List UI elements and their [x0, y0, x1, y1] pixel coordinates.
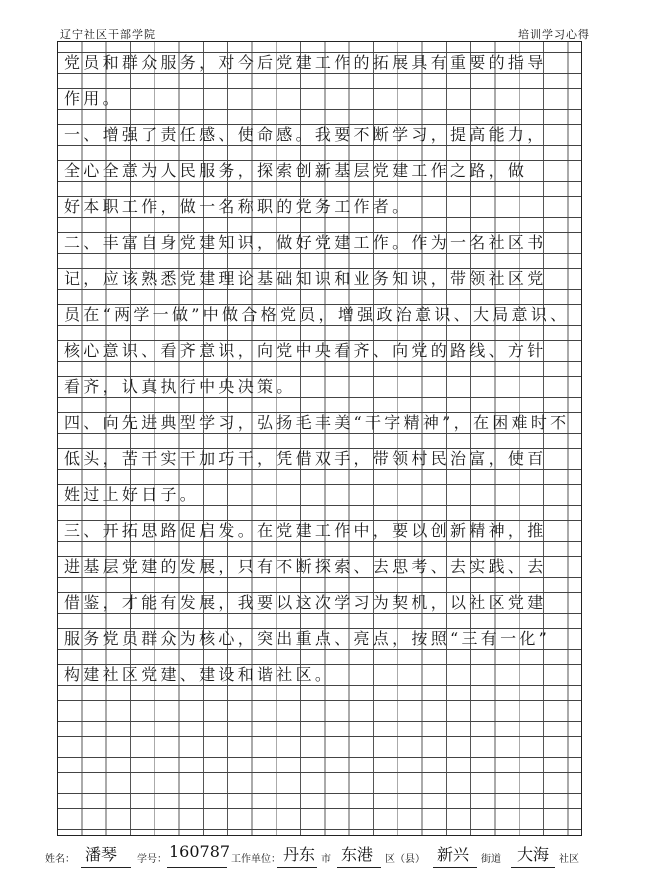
text-line: 全心全意为人民服务，探索创新基层党建工作之路，做 — [64, 161, 528, 180]
name-underline — [81, 867, 131, 868]
text-line: 一、增强了责任感、使命感。我要不断学习，提高能力， — [64, 125, 547, 144]
student-id-underline — [167, 867, 227, 868]
manuscript-grid — [57, 41, 582, 836]
text-line: 党员和群众服务，对今后党建工作的拓展具有重要的指导 — [64, 53, 547, 72]
street-label: 街道 — [481, 854, 501, 865]
community-label: 社区 — [559, 854, 579, 865]
text-line: 构建社区党建、建设和谐社区。 — [64, 665, 335, 684]
student-id-value: 160787 — [169, 842, 231, 861]
grid-row — [58, 700, 581, 722]
city-value: 丹东 — [283, 845, 316, 864]
grid-row — [58, 772, 581, 794]
grid-row — [58, 808, 581, 830]
district-label: 区（县） — [385, 854, 425, 865]
text-line: 好本职工作，做一名称职的党务工作者。 — [64, 197, 412, 216]
text-line: 低头，苦干实干加巧干，凭借双手，带领村民治富，使百 — [64, 449, 547, 468]
street-value: 新兴 — [437, 845, 470, 864]
school-name-header: 辽宁社区干部学院 — [60, 28, 156, 41]
text-line: 姓过上好日子。 — [64, 485, 200, 504]
city-label: 市 — [321, 854, 331, 865]
text-line: 作用。 — [64, 89, 122, 108]
student-id-label: 学号： — [137, 854, 167, 865]
text-line: 员在“两学一做”中做合格党员，增强政治意识、大局意识、 — [64, 305, 570, 324]
text-line: 服务党员群众为核心，突出重点、亮点，按照“三有一化” — [64, 629, 551, 648]
text-line: 借鉴，才能有发展，我要以这次学习为契机，以社区党建 — [64, 593, 547, 612]
text-line: 三、开拓思路促启发。在党建工作中，要以创新精神，推 — [64, 521, 547, 540]
text-line: 记，应该熟悉党建理论基础知识和业务知识，带领社区党 — [64, 269, 547, 288]
community-value: 大海 — [517, 845, 550, 864]
city-underline — [277, 867, 317, 868]
grid-row — [58, 736, 581, 758]
student-info-footer — [45, 838, 625, 872]
text-line: 看齐，认真执行中央决策。 — [64, 377, 296, 396]
district-underline — [337, 867, 381, 868]
document-type-header: 培训学习心得 — [518, 28, 590, 41]
text-line: 核心意识、看齐意识，向党中央看齐、向党的路线、方针 — [64, 341, 547, 360]
street-underline — [433, 867, 477, 868]
text-line: 四、向先进典型学习，弘扬毛丰美“干字精神”，在困难时不 — [64, 413, 570, 432]
name-label: 姓名： — [45, 854, 75, 865]
name-value: 潘琴 — [85, 845, 118, 864]
work-unit-label: 工作单位： — [231, 854, 281, 865]
community-underline — [511, 867, 555, 868]
text-line: 二、丰富自身党建知识，做好党建工作。作为一名社区书 — [64, 233, 547, 252]
text-line: 进基层党建的发展，只有不断探索、去思考、去实践、去 — [64, 557, 547, 576]
district-value: 东港 — [341, 845, 374, 864]
